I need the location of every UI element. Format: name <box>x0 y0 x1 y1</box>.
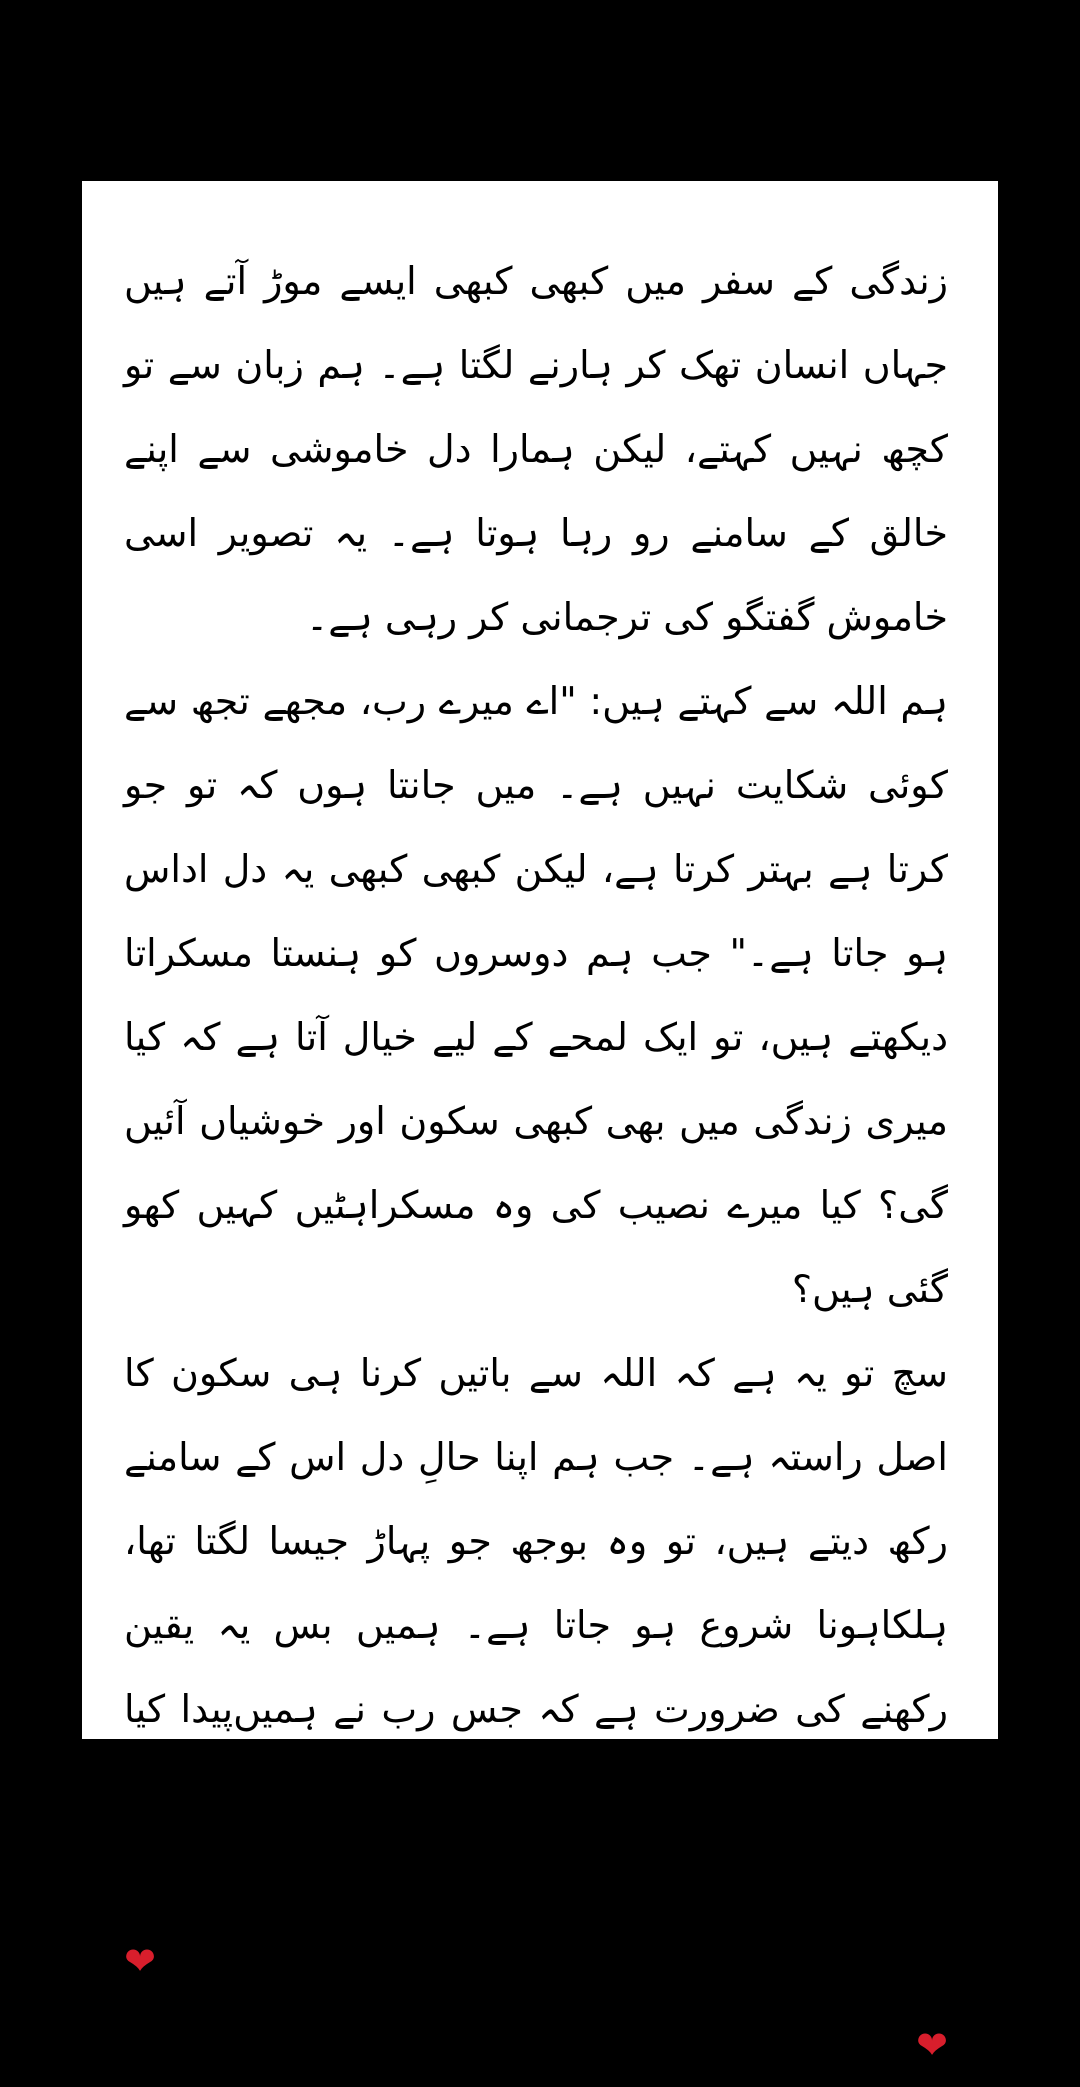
paragraph-3: سچ تو یہ ہے کہ اللہ سے باتیں کرنا ہی سکون کا اصل راستہ ہے۔ جب ہم اپنا حالِ دل اس کے سامنے رکھ دیتے ہیں، تو وہ بوجھ جو پہاڑ جیسا لگتا تھا، ہلکاہونا شروع ہو جاتا ہے۔ ہمیں بس یہ یقین رکھنے کی ضرورت ہے کہ جس رب نے ہمیں‌پیدا کیا ہے، وہ ہمیں کبھی اکیلا نہیں چھوڑے گا۔ <box>124 1351 948 1815</box>
post-text-card <box>82 181 998 2067</box>
post-text <box>124 239 948 2087</box>
paragraph-2: ہم اللہ سے کہتے ہیں: "اے میرے رب، مجھے تجھ سے کوئی شکایت نہیں ہے۔ میں جانتا ہوں کہ تو جو کرتا ہے بہتر کرتا ہے، لیکن کبھی کبھی یہ دل اداس ہو جاتا ہے۔" جب ہم دوسروں کو ہنستا مسکراتا دیکھتے ہیں، تو ایک لمحے کے لیے خیال آتا ہے کہ کیا میری زندگی میں بھی کبھی سکون اور خوشیاں آئیں گی؟ کیا میرے نصیب کی وہ مسکراہٹیں کہیں کھو گئی ہیں؟ <box>124 679 948 1311</box>
heart-emoji-icons: ❤❤ <box>124 1939 948 2067</box>
paragraph-4 <box>124 1835 948 2087</box>
paragraph-1: زندگی کے سفر میں کبھی کبھی ایسے موڑ آتے ہیں جہاں انسان تھک کر ہارنے لگتا ہے۔ ہم زبان سے تو کچھ نہیں کہتے، لیکن ہمارا دل خاموشی سے اپنے خالق کے سامنے رو رہا ہوتا ہے۔ یہ تصویر اسی خاموش گفتگو کی ترجمانی کر رہی ہے۔ <box>124 259 948 639</box>
closing-quote-text: "شکایت نہیں ہے، بس تھوڑی سی طلب ہے... کہ اے اللہ، میری باری کی خوشیاں اب میرے نام کر دے۔" <box>124 1855 949 1983</box>
